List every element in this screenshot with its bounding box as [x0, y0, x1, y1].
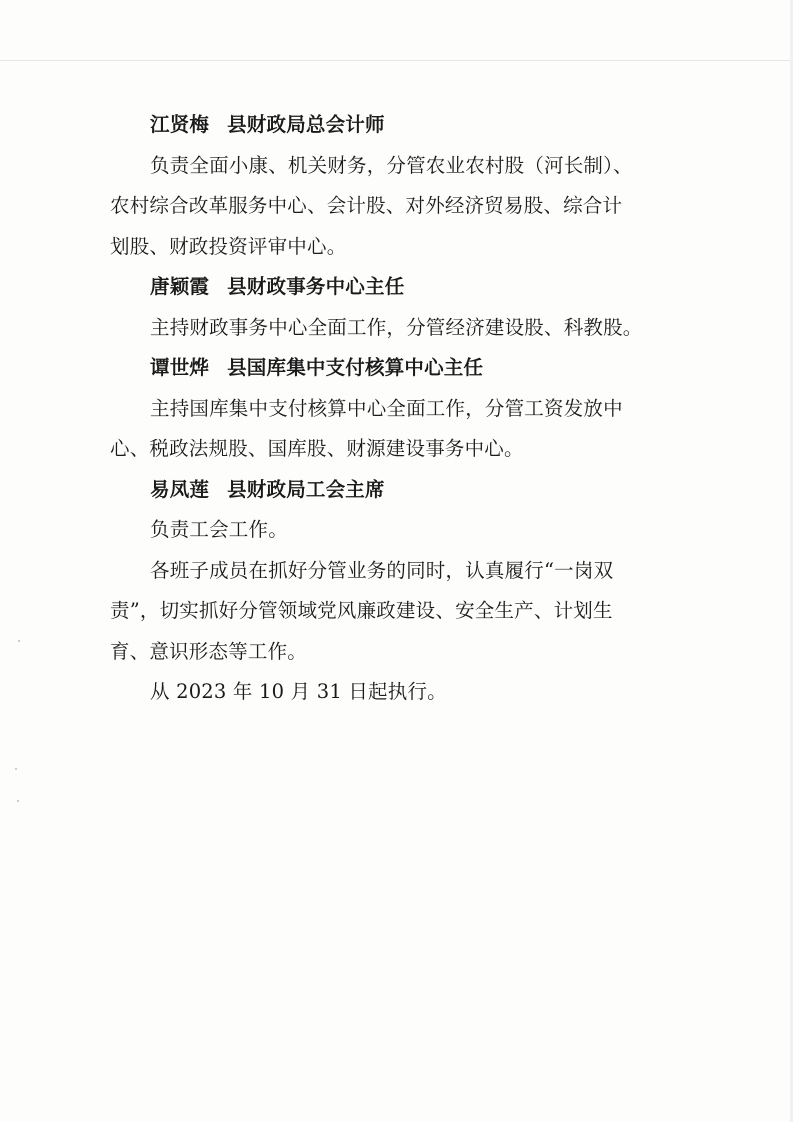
person-title: 县财政事务中心主任	[227, 275, 405, 298]
scan-speck	[15, 768, 17, 770]
paragraph-line: 负责全面小康、机关财务，分管农业农村股（河长制）、	[150, 153, 633, 177]
person-title: 县财政局总会计师	[227, 113, 385, 136]
paragraph-line: 主持国库集中支付核算中心全面工作，分管工资发放中	[150, 396, 623, 420]
document-body	[110, 105, 680, 713]
closing-line: 责”，切实抓好分管领域党风廉政建设、安全生产、计划生	[110, 599, 613, 622]
effective-date-line: 从 2023 年 10 月 31 日起执行。	[150, 680, 447, 703]
scan-speck	[17, 800, 19, 802]
scan-speck	[18, 640, 20, 642]
paragraph-line: 主持财政事务中心全面工作，分管经济建设股、科教股。	[150, 315, 643, 339]
person-name: 易凤莲	[150, 477, 210, 501]
section-heading	[110, 105, 680, 146]
person-name: 谭世烨	[150, 356, 210, 379]
person-name: 唐颖霞	[150, 275, 210, 298]
section-heading	[110, 267, 680, 308]
person-title: 县国库集中支付核算中心主任	[227, 356, 484, 379]
closing-line: 各班子成员在抓好分管业务的同时，认真履行“一岗双	[150, 558, 614, 582]
scan-edge-line	[0, 60, 793, 61]
paragraph-line: 负责工会工作。	[150, 518, 288, 541]
paragraph-line: 心、税政法规股、国库股、财源建设事务中心。	[110, 437, 524, 460]
person-title: 县财政局工会主席	[227, 477, 385, 501]
person-name: 江贤梅	[150, 113, 210, 136]
closing-line: 育、意识形态等工作。	[110, 639, 308, 663]
paragraph-line: 农村综合改革服务中心、会计股、对外经济贸易股、综合计	[110, 194, 623, 217]
section-heading	[110, 348, 680, 389]
paragraph-line: 划股、财政投资评审中心。	[110, 234, 347, 258]
section-heading	[110, 470, 680, 511]
